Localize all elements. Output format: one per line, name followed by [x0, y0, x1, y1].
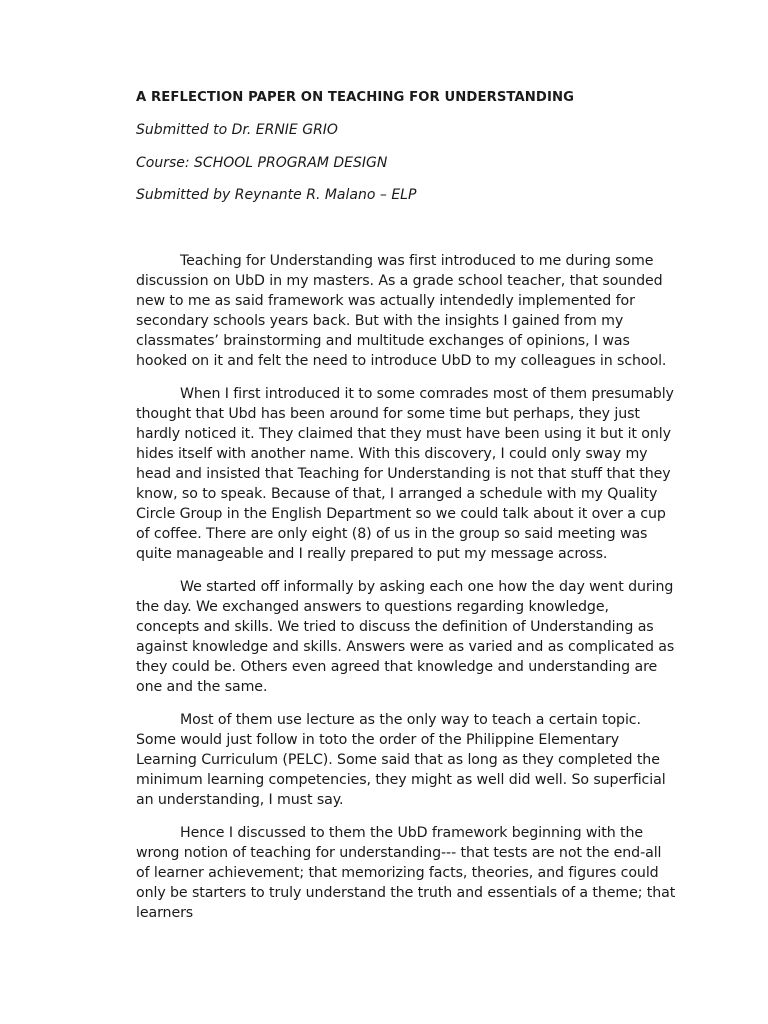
course-line: Course: SCHOOL PROGRAM DESIGN [136, 155, 388, 171]
document-title: A REFLECTION PAPER ON TEACHING FOR UNDERSTANDING [136, 90, 575, 105]
paragraph: When I first introduced it to some comrades most of them presumably thought that Ubd has been around for some time but perhaps, they just hardly noticed it. They claimed that they must have been using it but it only hides itself with another name. With this discovery, I could only sway my head and insisted that Teaching for Understanding is not that stuff that they know, so to speak. Because of that, I arranged a schedule with my Quality Circle Group in the English Department so we could talk about it over a cup of coffee. There are only eight (8) of us in the group so said meeting was quite manageable and I really prepared to put my message across. [136, 386, 674, 562]
submitted-by-line: Submitted by Reynante R. Malano – ELP [136, 187, 417, 203]
paragraph: Most of them use lecture as the only way to teach a certain topic. Some would just follow in toto the order of the Philippine Elementary Learning Curriculum (PELC). Some said that as long as they completed the minimum learning competencies, they might as well did well. So superficial an understanding, I must say. [136, 712, 666, 808]
document-body [136, 251, 676, 936]
paragraph: Hence I discussed to them the UbD framework beginning with the wrong notion of teaching for understanding--- that tests are not the end-all of learner achievement; that memorizing facts, theories, and figures could only be starters to truly understand the truth and essentials of a theme; that learners [136, 825, 676, 921]
submitted-to-line: Submitted to Dr. ERNIE GRIO [136, 122, 338, 138]
paragraph: We started off informally by asking each one how the day went during the day. We exchanged answers to questions regarding knowledge, concepts and skills. We tried to discuss the definition of Understanding as against knowledge and skills. Answers were as varied and as complicated as they could be. Others even agreed that knowledge and understanding are one and the same. [136, 579, 675, 695]
paragraph: Teaching for Understanding was first introduced to me during some discussion on UbD in my masters. As a grade school teacher, that sounded new to me as said framework was actually intendedly implemented for secondary schools years back. But with the insights I gained from my classmates’ brainstorming and multitude exchanges of opinions, I was hooked on it and felt the need to introduce UbD to my colleagues in school. [136, 253, 667, 369]
